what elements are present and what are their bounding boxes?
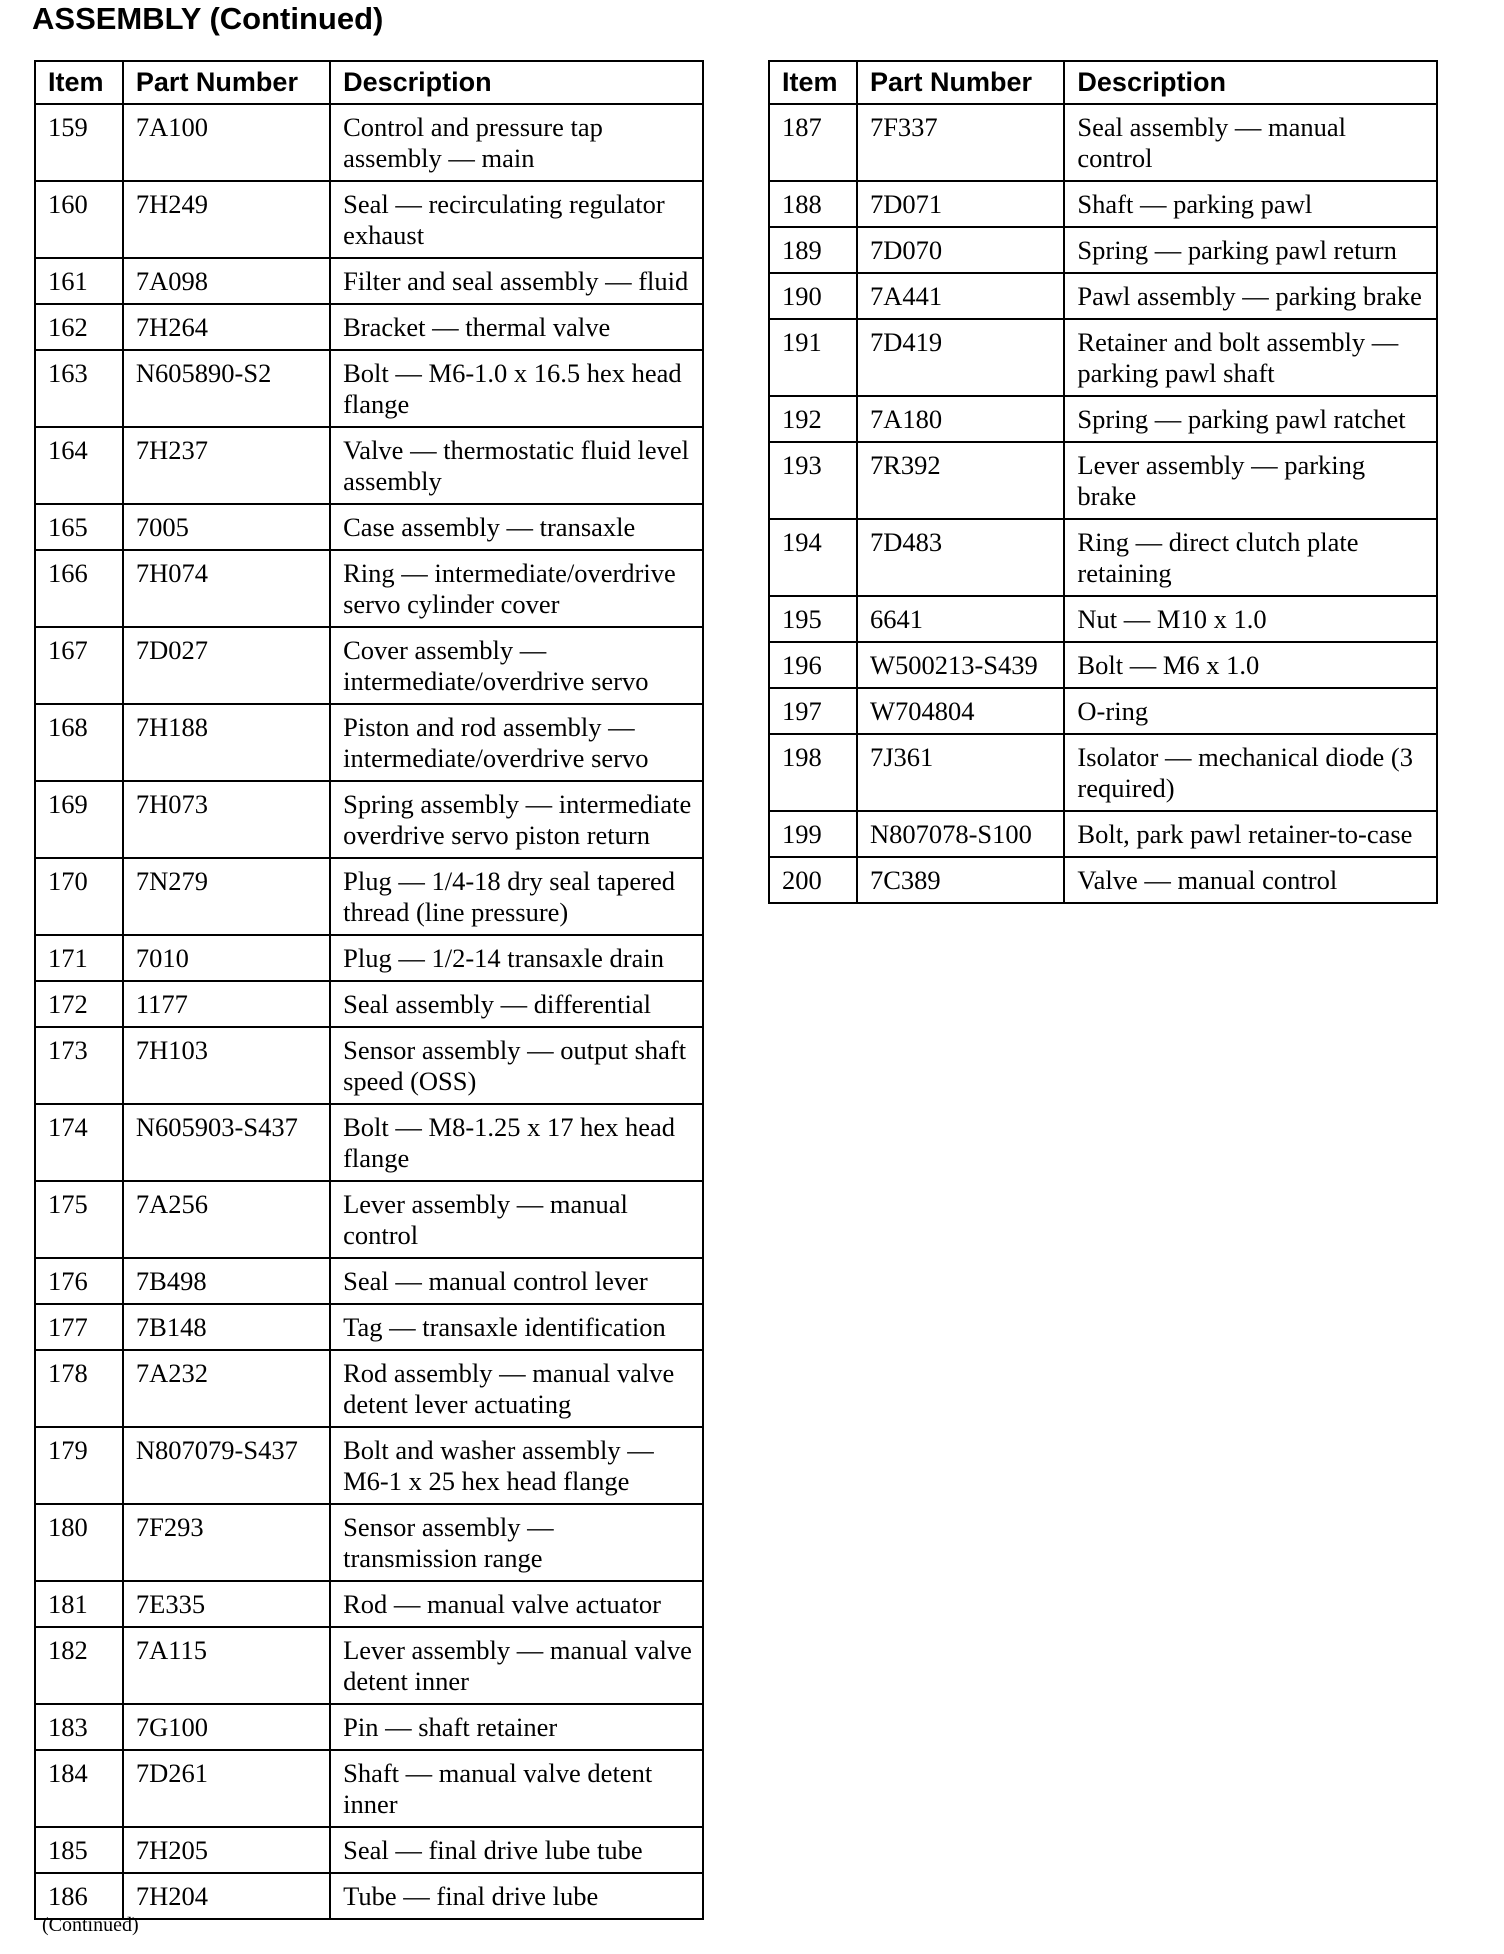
item-cell: 181	[35, 1581, 123, 1627]
item-cell: 170	[35, 858, 123, 935]
table-row	[35, 304, 703, 350]
part-number-cell: 7G100	[123, 1704, 330, 1750]
table-row	[35, 1873, 703, 1919]
part-number-cell: 7005	[123, 504, 330, 550]
table-row	[35, 1827, 703, 1873]
description-cell: Shaft — parking pawl	[1064, 181, 1437, 227]
item-cell: 188	[769, 181, 857, 227]
part-number-cell: 7E335	[123, 1581, 330, 1627]
item-cell: 195	[769, 596, 857, 642]
table-header-row	[35, 61, 703, 104]
column-header-description: Description	[1064, 61, 1437, 104]
description-cell: Spring assembly — intermediate overdrive servo piston return	[330, 781, 703, 858]
description-cell: Ring — intermediate/overdrive servo cylinder cover	[330, 550, 703, 627]
part-number-cell: N605903-S437	[123, 1104, 330, 1181]
part-number-cell: W500213-S439	[857, 642, 1064, 688]
item-cell: 172	[35, 981, 123, 1027]
description-cell: Sensor assembly — output shaft speed (OSS)	[330, 1027, 703, 1104]
table-row	[35, 504, 703, 550]
column-header-part-number: Part Number	[857, 61, 1064, 104]
description-cell: Seal — recirculating regulator exhaust	[330, 181, 703, 258]
part-number-cell: 7H188	[123, 704, 330, 781]
table-row	[35, 1104, 703, 1181]
item-cell: 159	[35, 104, 123, 181]
item-cell: 178	[35, 1350, 123, 1427]
table-row	[35, 350, 703, 427]
item-cell: 174	[35, 1104, 123, 1181]
table-row	[769, 734, 1437, 811]
part-number-cell: 7H249	[123, 181, 330, 258]
item-cell: 176	[35, 1258, 123, 1304]
item-cell: 162	[35, 304, 123, 350]
description-cell: Bracket — thermal valve	[330, 304, 703, 350]
part-number-cell: 7A180	[857, 396, 1064, 442]
table-row	[769, 642, 1437, 688]
description-cell: Pawl assembly — parking brake	[1064, 273, 1437, 319]
item-cell: 190	[769, 273, 857, 319]
column-header-description: Description	[330, 61, 703, 104]
description-cell: Isolator — mechanical diode (3 required)	[1064, 734, 1437, 811]
part-number-cell: 7H074	[123, 550, 330, 627]
description-cell: Filter and seal assembly — fluid	[330, 258, 703, 304]
description-cell: Nut — M10 x 1.0	[1064, 596, 1437, 642]
description-cell: Tag — transaxle identification	[330, 1304, 703, 1350]
item-cell: 160	[35, 181, 123, 258]
table-row	[35, 1350, 703, 1427]
item-cell: 163	[35, 350, 123, 427]
item-cell: 169	[35, 781, 123, 858]
item-cell: 167	[35, 627, 123, 704]
description-cell: Lever assembly — manual control	[330, 1181, 703, 1258]
part-number-cell: 7D261	[123, 1750, 330, 1827]
table-row	[35, 1181, 703, 1258]
column-header-part-number: Part Number	[123, 61, 330, 104]
table-row	[769, 227, 1437, 273]
table-row	[769, 181, 1437, 227]
part-number-cell: 7C389	[857, 857, 1064, 903]
part-number-cell: 1177	[123, 981, 330, 1027]
table-row	[35, 1704, 703, 1750]
table-row	[35, 781, 703, 858]
description-cell: Bolt and washer assembly — M6-1 x 25 hex head flange	[330, 1427, 703, 1504]
table-row	[769, 442, 1437, 519]
table-row	[769, 596, 1437, 642]
description-cell: Plug — 1/2-14 transaxle drain	[330, 935, 703, 981]
description-cell: Bolt — M8-1.25 x 17 hex head flange	[330, 1104, 703, 1181]
part-number-cell: 7D070	[857, 227, 1064, 273]
item-cell: 200	[769, 857, 857, 903]
part-number-cell: N807078-S100	[857, 811, 1064, 857]
page-title: ASSEMBLY (Continued)	[32, 1, 384, 36]
part-number-cell: 7H264	[123, 304, 330, 350]
item-cell: 194	[769, 519, 857, 596]
part-number-cell: 7H204	[123, 1873, 330, 1919]
part-number-cell: 7B148	[123, 1304, 330, 1350]
description-cell: Spring — parking pawl ratchet	[1064, 396, 1437, 442]
table-row	[35, 858, 703, 935]
table-row	[35, 935, 703, 981]
item-cell: 199	[769, 811, 857, 857]
description-cell: Control and pressure tap assembly — main	[330, 104, 703, 181]
part-number-cell: N605890-S2	[123, 350, 330, 427]
item-cell: 161	[35, 258, 123, 304]
item-cell: 177	[35, 1304, 123, 1350]
table-row	[35, 181, 703, 258]
part-number-cell: 7J361	[857, 734, 1064, 811]
item-cell: 186	[35, 1873, 123, 1919]
part-number-cell: 7H103	[123, 1027, 330, 1104]
table-row	[35, 1504, 703, 1581]
table-row	[769, 273, 1437, 319]
table-row	[769, 857, 1437, 903]
description-cell: Seal — manual control lever	[330, 1258, 703, 1304]
part-number-cell: W704804	[857, 688, 1064, 734]
part-number-cell: 7F293	[123, 1504, 330, 1581]
description-cell: Tube — final drive lube	[330, 1873, 703, 1919]
item-cell: 193	[769, 442, 857, 519]
description-cell: Lever assembly — parking brake	[1064, 442, 1437, 519]
part-number-cell: 7A098	[123, 258, 330, 304]
item-cell: 183	[35, 1704, 123, 1750]
description-cell: Case assembly — transaxle	[330, 504, 703, 550]
part-number-cell: 7H237	[123, 427, 330, 504]
part-number-cell: 7N279	[123, 858, 330, 935]
item-cell: 175	[35, 1181, 123, 1258]
table-row	[35, 1258, 703, 1304]
table-row	[769, 396, 1437, 442]
table-row	[35, 1427, 703, 1504]
item-cell: 182	[35, 1627, 123, 1704]
table-row	[769, 319, 1437, 396]
part-number-cell: 7A441	[857, 273, 1064, 319]
item-cell: 196	[769, 642, 857, 688]
table-row	[35, 627, 703, 704]
description-cell: Rod assembly — manual valve detent lever actuating	[330, 1350, 703, 1427]
parts-table-right	[768, 60, 1438, 904]
description-cell: Cover assembly — intermediate/overdrive servo	[330, 627, 703, 704]
table-row	[35, 981, 703, 1027]
part-number-cell: 7B498	[123, 1258, 330, 1304]
description-cell: Plug — 1/4-18 dry seal tapered thread (line pressure)	[330, 858, 703, 935]
description-cell: Bolt — M6 x 1.0	[1064, 642, 1437, 688]
table-row	[35, 550, 703, 627]
description-cell: Piston and rod assembly — intermediate/overdrive servo	[330, 704, 703, 781]
description-cell: Bolt — M6-1.0 x 16.5 hex head flange	[330, 350, 703, 427]
item-cell: 191	[769, 319, 857, 396]
item-cell: 165	[35, 504, 123, 550]
part-number-cell: 7010	[123, 935, 330, 981]
part-number-cell: 7A100	[123, 104, 330, 181]
column-header-item: Item	[35, 61, 123, 104]
part-number-cell: 7A115	[123, 1627, 330, 1704]
item-cell: 197	[769, 688, 857, 734]
description-cell: Seal assembly — differential	[330, 981, 703, 1027]
description-cell: Bolt, park pawl retainer-to-case	[1064, 811, 1437, 857]
item-cell: 166	[35, 550, 123, 627]
item-cell: 171	[35, 935, 123, 981]
part-number-cell: 6641	[857, 596, 1064, 642]
item-cell: 187	[769, 104, 857, 181]
table-row	[35, 1627, 703, 1704]
table-row	[35, 1027, 703, 1104]
table-row	[35, 1304, 703, 1350]
part-number-cell: 7F337	[857, 104, 1064, 181]
item-cell: 184	[35, 1750, 123, 1827]
description-cell: Seal — final drive lube tube	[330, 1827, 703, 1873]
item-cell: 189	[769, 227, 857, 273]
part-number-cell: 7D483	[857, 519, 1064, 596]
table-row	[35, 258, 703, 304]
part-number-cell: 7H205	[123, 1827, 330, 1873]
table-row	[35, 704, 703, 781]
continued-note: (Continued)	[42, 1914, 139, 1936]
part-number-cell: N807079-S437	[123, 1427, 330, 1504]
item-cell: 185	[35, 1827, 123, 1873]
part-number-cell: 7D419	[857, 319, 1064, 396]
part-number-cell: 7H073	[123, 781, 330, 858]
item-cell: 180	[35, 1504, 123, 1581]
description-cell: Valve — manual control	[1064, 857, 1437, 903]
table-row	[769, 811, 1437, 857]
item-cell: 192	[769, 396, 857, 442]
description-cell: Shaft — manual valve detent inner	[330, 1750, 703, 1827]
part-number-cell: 7R392	[857, 442, 1064, 519]
part-number-cell: 7A256	[123, 1181, 330, 1258]
description-cell: Seal assembly — manual control	[1064, 104, 1437, 181]
description-cell: Retainer and bolt assembly — parking pawl shaft	[1064, 319, 1437, 396]
table-row	[35, 104, 703, 181]
item-cell: 173	[35, 1027, 123, 1104]
part-number-cell: 7D071	[857, 181, 1064, 227]
item-cell: 179	[35, 1427, 123, 1504]
description-cell: Valve — thermostatic fluid level assembly	[330, 427, 703, 504]
description-cell: Rod — manual valve actuator	[330, 1581, 703, 1627]
table-row	[35, 427, 703, 504]
table-row	[769, 688, 1437, 734]
description-cell: Sensor assembly — transmission range	[330, 1504, 703, 1581]
table-row	[769, 519, 1437, 596]
column-header-item: Item	[769, 61, 857, 104]
description-cell: Ring — direct clutch plate retaining	[1064, 519, 1437, 596]
table-header-row	[769, 61, 1437, 104]
item-cell: 198	[769, 734, 857, 811]
description-cell: Pin — shaft retainer	[330, 1704, 703, 1750]
table-row	[769, 104, 1437, 181]
description-cell: Lever assembly — manual valve detent inner	[330, 1627, 703, 1704]
description-cell: Spring — parking pawl return	[1064, 227, 1437, 273]
part-number-cell: 7A232	[123, 1350, 330, 1427]
description-cell: O-ring	[1064, 688, 1437, 734]
parts-table-left	[34, 60, 704, 1920]
table-row	[35, 1581, 703, 1627]
table-row	[35, 1750, 703, 1827]
item-cell: 168	[35, 704, 123, 781]
item-cell: 164	[35, 427, 123, 504]
part-number-cell: 7D027	[123, 627, 330, 704]
